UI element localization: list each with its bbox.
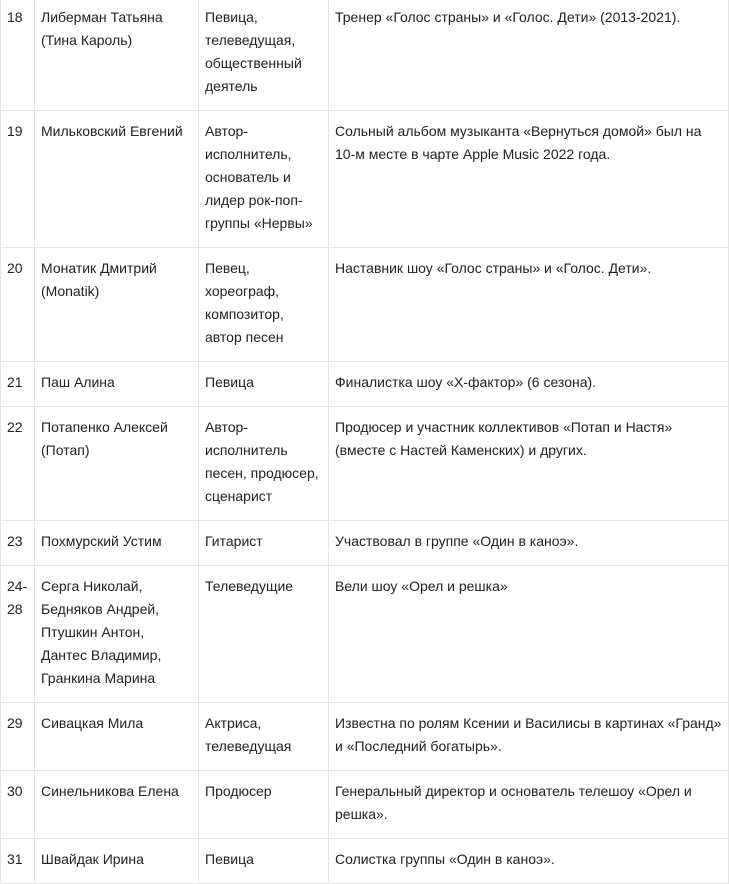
table-row: [1, 111, 729, 248]
row-number-cell: [1, 0, 35, 111]
table-row: [1, 566, 729, 703]
row-number: 22: [7, 419, 23, 435]
table-row: [1, 771, 729, 839]
person-name: Мильковский Евгений: [41, 123, 183, 139]
person-name: Либерман Татьяна (Тина Кароль): [41, 9, 163, 48]
person-description-cell: [329, 0, 729, 111]
table-row: [1, 703, 729, 771]
person-description-cell: [329, 248, 729, 362]
person-description: Известна по ролям Ксении и Василисы в картинах «Гранд» и «Последний богатырь».: [335, 715, 722, 754]
row-number-cell: [1, 566, 35, 703]
person-role-cell: [199, 839, 329, 884]
table-row: [1, 521, 729, 566]
person-role: Актриса, телеведущая: [205, 715, 292, 754]
person-role-cell: [199, 0, 329, 111]
person-description-cell: [329, 111, 729, 248]
row-number: 20: [7, 260, 23, 276]
person-role: Автор-исполнитель песен, продюсер, сценарист: [205, 419, 319, 504]
person-description: Сольный альбом музыканта «Вернуться домой» был на 10-м месте в чарте Apple Music 2022 года.: [335, 123, 702, 162]
row-number: 23: [7, 533, 23, 549]
person-description: Участвовал в группе «Один в каноэ».: [335, 533, 579, 549]
row-number: 18: [7, 9, 23, 25]
row-number: 21: [7, 374, 23, 390]
person-role: Певец, хореограф, композитор, автор песен: [205, 260, 284, 345]
table-row: [1, 407, 729, 521]
row-number-cell: [1, 248, 35, 362]
person-role: Автор-исполнитель, основатель и лидер рок-поп-группы «Нервы»: [205, 123, 313, 231]
person-name: Синельникова Елена: [41, 783, 179, 799]
row-number-cell: [1, 111, 35, 248]
person-name: Серга Николай, Бедняков Андрей, Птушкин Антон, Дантес Владимир, Гранкина Марина: [41, 578, 162, 686]
row-number-cell: [1, 771, 35, 839]
person-name-cell: [35, 839, 199, 884]
row-number: 24-28: [7, 578, 28, 617]
person-name-cell: [35, 0, 199, 111]
row-number: 31: [7, 851, 23, 867]
person-description: Вели шоу «Орел и решка»: [335, 578, 508, 594]
person-name-cell: [35, 248, 199, 362]
person-name-cell: [35, 771, 199, 839]
row-number: 19: [7, 123, 23, 139]
person-role-cell: [199, 362, 329, 407]
person-name: Похмурский Устим: [41, 533, 162, 549]
table-row: [1, 839, 729, 884]
person-description-cell: [329, 703, 729, 771]
person-name: Потапенко Алексей (Потап): [41, 419, 168, 458]
person-role: Продюсер: [205, 783, 272, 799]
person-role-cell: [199, 248, 329, 362]
person-name-cell: [35, 362, 199, 407]
table-row: [1, 248, 729, 362]
row-number-cell: [1, 521, 35, 566]
person-name-cell: [35, 566, 199, 703]
person-description: Солистка группы «Один в каноэ».: [335, 851, 555, 867]
person-description: Генеральный директор и основатель телешоу «Орел и решка».: [335, 783, 692, 822]
person-role: Певица, телеведущая, общественный деятель: [205, 9, 302, 94]
row-number-cell: [1, 407, 35, 521]
person-name-cell: [35, 111, 199, 248]
person-description: Финалистка шоу «Х-фактор» (6 сезона).: [335, 374, 597, 390]
row-number-cell: [1, 839, 35, 884]
person-description-cell: [329, 566, 729, 703]
row-number: 30: [7, 783, 23, 799]
person-role: Гитарист: [205, 533, 263, 549]
person-role-cell: [199, 703, 329, 771]
person-role-cell: [199, 521, 329, 566]
row-number-cell: [1, 362, 35, 407]
person-description: Наставник шоу «Голос страны» и «Голос. Дети».: [335, 260, 652, 276]
table-row: [1, 362, 729, 407]
person-role-cell: [199, 407, 329, 521]
person-description-cell: [329, 362, 729, 407]
person-name-cell: [35, 703, 199, 771]
person-name-cell: [35, 407, 199, 521]
table-row: [1, 0, 729, 111]
person-name: Швайдак Ирина: [41, 851, 144, 867]
person-name: Монатик Дмитрий (Monatik): [41, 260, 157, 299]
person-role-cell: [199, 771, 329, 839]
person-description-cell: [329, 407, 729, 521]
row-number-cell: [1, 703, 35, 771]
person-name-cell: [35, 521, 199, 566]
person-role: Телеведущие: [205, 578, 294, 594]
person-name: Сивацкая Мила: [41, 715, 144, 731]
person-role: Певица: [205, 851, 254, 867]
person-description-cell: [329, 839, 729, 884]
person-description-cell: [329, 521, 729, 566]
person-description: Тренер «Голос страны» и «Голос. Дети» (2013-2021).: [335, 9, 681, 25]
person-description-cell: [329, 771, 729, 839]
person-name: Паш Алина: [41, 374, 115, 390]
person-role-cell: [199, 111, 329, 248]
row-number: 29: [7, 715, 23, 731]
person-description: Продюсер и участник коллективов «Потап и Настя» (вместе с Настей Каменских) и других.: [335, 419, 673, 458]
person-role-cell: [199, 566, 329, 703]
person-role: Певица: [205, 374, 254, 390]
